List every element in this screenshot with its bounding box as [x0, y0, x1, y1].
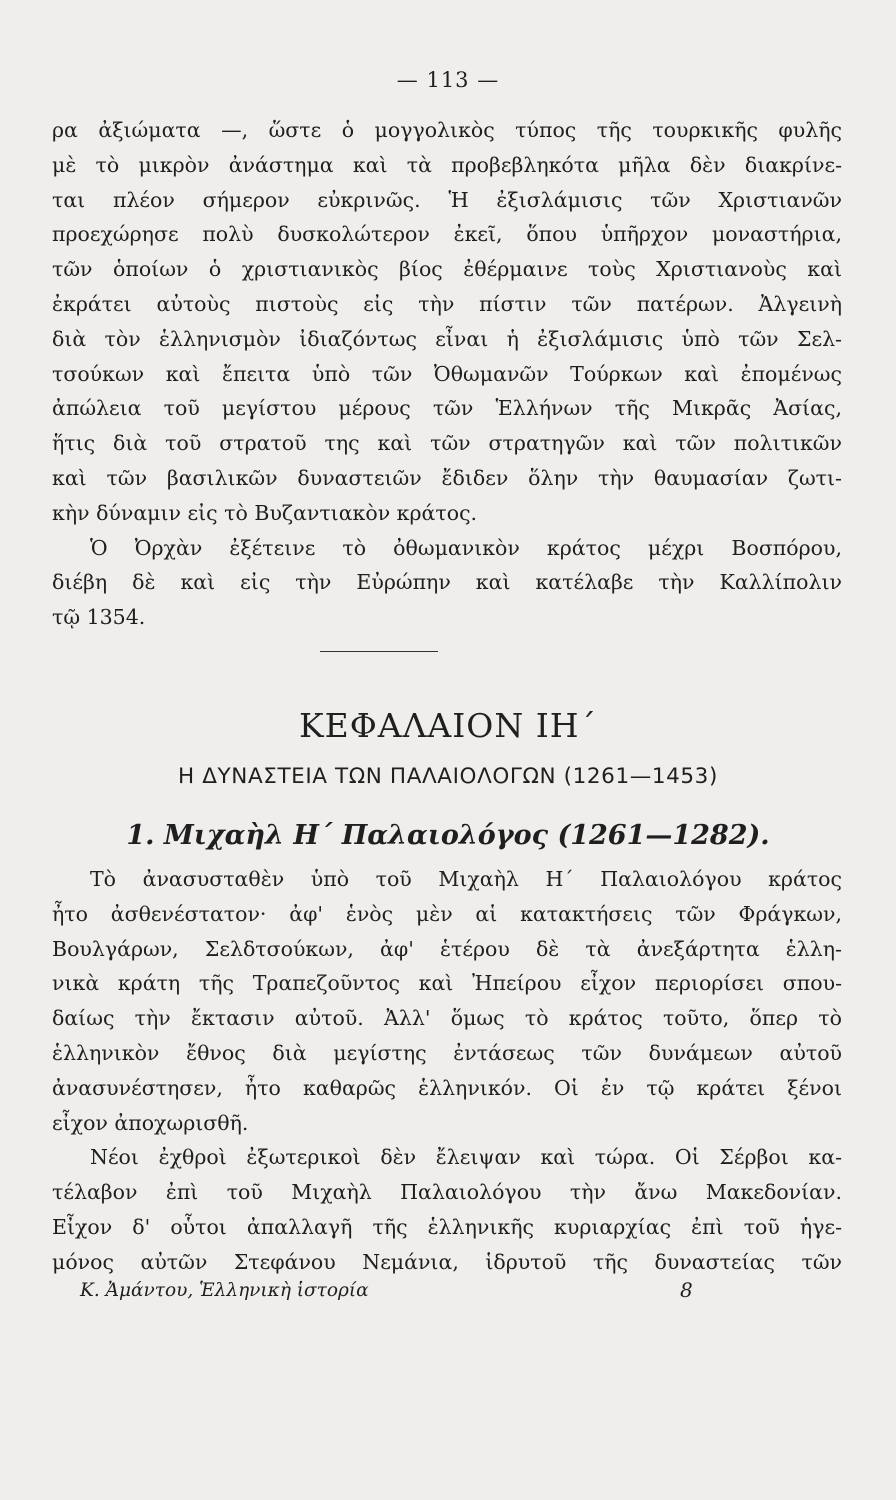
text-line: ἦτο ἀσθενέστατον· ἀφ' ἑνὸς μὲν αἱ κατακτήσεις τῶν Φράγκων,	[52, 901, 842, 926]
text-line: τῷ 1354.	[52, 605, 146, 630]
text-line: τσούκων καὶ ἔπειτα ὑπὸ τῶν Ὀθωμανῶν Τούρκων καὶ ἐπομένως	[52, 361, 842, 386]
text-line: μόνος αὐτῶν Στεφάνου Νεμάνια, ἱδρυτοῦ τῆς δυναστείας τῶν	[52, 1249, 842, 1274]
text-line: προεχώρησε πολὺ δυσκολώτερον ἐκεῖ, ὅπου ὑπῆρχον μοναστήρια,	[52, 222, 842, 247]
text-line: διέβη δὲ καὶ εἰς τὴν Εὐρώπην καὶ κατέλαβε τὴν Καλλίπολιν	[52, 570, 842, 595]
text-line: καὶ τῶν βασιλικῶν δυναστειῶν ἔδιδεν ὅλην τὴν θαυμασίαν ζωτι-	[52, 465, 842, 490]
text-line: ρα ἀξιώματα —, ὥστε ὁ μογγολικὸς τύπος τῆς τουρκικῆς φυλῆς	[52, 118, 842, 142]
text-line: ἑλληνικὸν ἔθνος διὰ μεγίστης ἐντάσεως τῶν δυνάμεων αὐτοῦ	[52, 1040, 842, 1065]
text-line: ται πλέον σήμερον εὐκρινῶς. Ἡ ἐξισλάμισις τῶν Χριστιανῶν	[52, 187, 842, 212]
section-title: 1. Μιχαὴλ Η΄ Παλαιολόγος (1261—1282).	[126, 820, 770, 851]
text-line: Εἶχον δ' οὗτοι ἀπαλλαγῆ τῆς ἑλληνικῆς κυριαρχίας ἐπὶ τοῦ ἡγε-	[52, 1214, 842, 1239]
text-line: ἀπώλεια τοῦ μεγίστου μέρους τῶν Ἑλλήνων τῆς Μικρᾶς Ἀσίας,	[52, 396, 842, 421]
text-line: νικὰ κράτη τῆς Τραπεζοῦντος καὶ Ἠπείρου εἶχον περιορίσει σπου-	[52, 971, 842, 996]
text-line: τέλαβον ἐπὶ τοῦ Μιχαὴλ Παλαιολόγου τὴν ἄνω Μακεδονίαν.	[52, 1180, 842, 1205]
text-line: Βουλγάρων, Σελδτσούκων, ἀφ' ἑτέρου δὲ τὰ ἀνεξάρτητα ἑλλη-	[52, 936, 842, 961]
page-number: — 113 —	[396, 68, 500, 92]
text-block-bottom	[52, 862, 842, 1280]
chapter-title: ΚΕΦΑΛΑΙΟΝ ΙΗ΄	[298, 706, 598, 745]
text-line: τῶν ὁποίων ὁ χριστιανικὸς βίος ἐθέρμαινε τοὺς Χριστιανοὺς καὶ	[52, 257, 842, 282]
section-divider	[320, 651, 438, 652]
text-line: ἀνασυνέστησεν, ἦτο καθαρῶς ἑλληνικόν. Οἱ ἐν τῷ κράτει ξένοι	[52, 1075, 842, 1100]
text-line: ἐκράτει αὐτοὺς πιστοὺς εἰς τὴν πίστιν τῶν πατέρων. Ἀλγεινὴ	[52, 291, 842, 316]
footer-sheet-number: 8	[680, 1278, 693, 1302]
text-line: εἶχον ἀποχωρισθῆ.	[52, 1110, 249, 1135]
text-line: δαίως τὴν ἔκτασιν αὐτοῦ. Ἀλλ' ὅμως τὸ κράτος τοῦτο, ὅπερ τὸ	[52, 1006, 842, 1031]
text-line: κὴν δύναμιν εἰς τὸ Βυζαντιακὸν κράτος.	[52, 500, 478, 525]
chapter-subtitle: Η ΔΥΝΑΣΤΕΙΑ ΤΩΝ ΠΑΛΑΙΟΛΟΓΩΝ (1261—1453)	[178, 764, 718, 789]
footer-signature: Κ. Ἀμάντου, Ἑλληνικὴ ἱστορία	[80, 1280, 369, 1301]
text-line: ἥτις διὰ τοῦ στρατοῦ της καὶ τῶν στρατηγῶν καὶ τῶν πολιτικῶν	[52, 431, 842, 456]
text-line: μὲ τὸ μικρὸν ἀνάστημα καὶ τὰ προβεβληκότα μῆλα δὲν διακρίνε-	[52, 152, 842, 177]
text-line: Ὁ Ὀρχὰν ἐξέτεινε τὸ ὀθωμανικὸν κράτος μέχρι Βοσπόρου,	[90, 535, 842, 560]
text-block-top	[52, 113, 842, 635]
text-line: Νέοι ἐχθροὶ ἐξωτερικοὶ δὲν ἔλειψαν καὶ τώρα. Οἱ Σέρβοι κα-	[90, 1145, 842, 1170]
text-line: διὰ τὸν ἑλληνισμὸν ἰδιαζόντως εἶναι ἡ ἐξισλάμισις ὑπὸ τῶν Σελ-	[52, 326, 842, 351]
text-line: Τὸ ἀνασυσταθὲν ὑπὸ τοῦ Μιχαὴλ Η΄ Παλαιολόγου κράτος	[90, 867, 842, 891]
